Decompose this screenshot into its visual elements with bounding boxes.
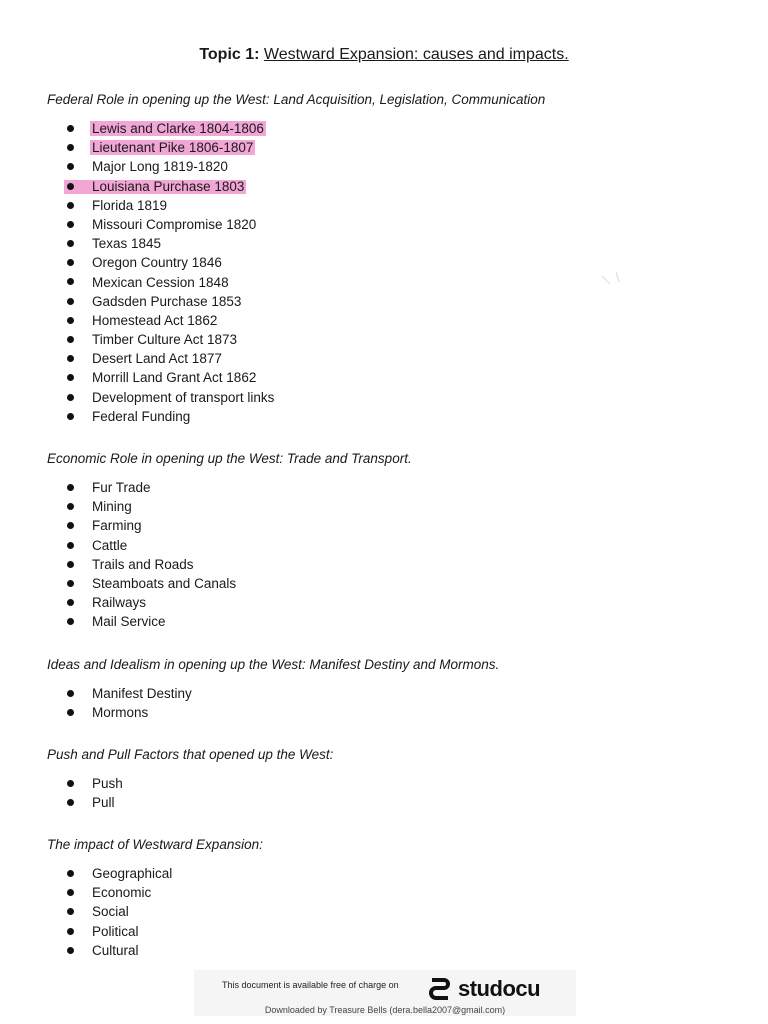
studocu-brand-text: studocu: [458, 976, 541, 1001]
list-item-text: Oregon Country 1846: [92, 255, 222, 271]
bullet-icon: [67, 183, 74, 190]
list-item: [67, 330, 276, 349]
bullet-list: [67, 774, 125, 812]
list-item: [67, 349, 276, 368]
list-item-text: Development of transport links: [92, 389, 275, 405]
bullet-icon: [67, 599, 74, 606]
list-item: [67, 922, 174, 941]
bullet-icon: [67, 870, 74, 877]
bullet-icon: [67, 484, 74, 491]
list-item: [67, 612, 238, 631]
bullet-icon: [67, 709, 74, 716]
list-item-text: Timber Culture Act 1873: [92, 332, 238, 348]
bullet-icon: [67, 618, 74, 625]
list-item-text: Fur Trade: [92, 480, 151, 495]
bullet-icon: [67, 355, 74, 362]
bullet-icon: [67, 799, 74, 806]
bullet-icon: [67, 317, 74, 324]
list-item: [67, 902, 174, 921]
list-item-text: Texas 1845: [92, 236, 162, 252]
list-item: [67, 196, 276, 215]
studocu-logo[interactable]: [426, 974, 540, 1004]
bullet-icon: [67, 298, 74, 305]
list-item-text: Railways: [92, 595, 147, 611]
bullet-icon: [67, 394, 74, 401]
list-item: [67, 215, 276, 234]
list-item-text: Mexican Cession 1848: [92, 274, 229, 290]
bullet-icon: [67, 413, 74, 420]
list-item-text: Homestead Act 1862: [92, 312, 218, 328]
list-item: [67, 388, 276, 407]
list-item: [67, 292, 276, 311]
list-item-text: Social: [92, 904, 129, 920]
list-item: [67, 703, 194, 722]
bullet-icon: [67, 144, 74, 151]
section-heading: The impact of Westward Expansion:: [47, 837, 263, 852]
bullet-list: [67, 478, 238, 632]
list-item: [67, 138, 276, 157]
list-item-text: Desert Land Act 1877: [92, 351, 222, 367]
bullet-icon: [67, 780, 74, 787]
footer-banner: [194, 970, 576, 1016]
footer-available-text: This document is available free of charge on: [222, 980, 399, 990]
list-item: [67, 684, 194, 703]
list-item-text: Mining: [92, 499, 132, 515]
list-item-text: Cattle: [92, 537, 128, 553]
list-item-text: Mail Service: [92, 614, 166, 630]
list-item-text: Steamboats and Canals: [92, 575, 237, 591]
list-item: [67, 864, 174, 883]
list-item: [67, 536, 238, 555]
list-item-text: Political: [92, 923, 139, 939]
section-heading: Push and Pull Factors that opened up the West:: [47, 747, 334, 762]
bullet-icon: [67, 947, 74, 954]
list-item: [67, 555, 238, 574]
list-item: [67, 407, 276, 426]
list-item: [67, 177, 276, 196]
section-heading: Economic Role in opening up the West: Trade and Transport.: [47, 451, 412, 466]
list-item-text: Farming: [92, 518, 142, 534]
bullet-icon: [67, 374, 74, 381]
list-item: [67, 157, 276, 176]
bullet-icon: [67, 221, 74, 228]
bullet-list: [67, 864, 174, 960]
list-item-text: Lewis and Clarke 1804-1806: [92, 121, 264, 136]
list-item: [67, 273, 276, 292]
bullet-icon: [67, 202, 74, 209]
bullet-list: [67, 119, 276, 426]
list-item: [67, 119, 276, 138]
bullet-icon: [67, 240, 74, 247]
bullet-icon: [67, 278, 74, 285]
list-item-text: Push: [92, 776, 123, 791]
bullet-icon: [67, 125, 74, 132]
bullet-icon: [67, 561, 74, 568]
bullet-icon: [67, 690, 74, 697]
page-title: [0, 44, 768, 66]
bullet-icon: [67, 259, 74, 266]
list-item: [67, 253, 276, 272]
list-item-text: Manifest Destiny: [92, 686, 192, 701]
list-item: [67, 593, 238, 612]
bullet-icon: [67, 503, 74, 510]
bullet-icon: [67, 336, 74, 343]
list-item: [67, 774, 125, 793]
bullet-icon: [67, 580, 74, 587]
bullet-icon: [67, 522, 74, 529]
pen-mark: [600, 270, 626, 290]
list-item: [67, 941, 174, 960]
list-item: [67, 883, 174, 902]
list-item: [67, 574, 238, 593]
list-item: [67, 234, 276, 253]
list-item-text: Missouri Compromise 1820: [92, 216, 257, 232]
list-item-text: Economic: [92, 885, 152, 901]
bullet-icon: [67, 908, 74, 915]
list-item-text: Pull: [92, 795, 115, 811]
list-item-text: Florida 1819: [92, 197, 168, 213]
list-item-text: Geographical: [92, 866, 173, 881]
bullet-icon: [67, 542, 74, 549]
list-item-text: Louisiana Purchase 1803: [64, 179, 246, 194]
list-item-text: Gadsden Purchase 1853: [92, 293, 242, 309]
list-item: [67, 516, 238, 535]
list-item-text: Federal Funding: [92, 408, 191, 424]
bullet-icon: [67, 928, 74, 935]
section-heading: Federal Role in opening up the West: Land Acquisition, Legislation, Communication: [47, 92, 546, 107]
bullet-list: [67, 684, 194, 722]
bullet-icon: [67, 889, 74, 896]
list-item: [67, 793, 125, 812]
title-text: Westward Expansion: causes and impacts.: [263, 46, 569, 63]
list-item-text: Lieutenant Pike 1806-1807: [92, 140, 254, 156]
list-item-text: Morrill Land Grant Act 1862: [92, 370, 257, 386]
list-item: [67, 368, 276, 387]
studocu-logo-icon: [426, 975, 454, 1003]
footer-downloaded-text: Downloaded by Treasure Bells (dera.bella2007@gmail.com): [264, 1005, 506, 1015]
list-item-text: Mormons: [92, 705, 149, 721]
list-item: [67, 478, 238, 497]
section-heading: Ideas and Idealism in opening up the West: Manifest Destiny and Mormons.: [47, 657, 500, 672]
list-item: [67, 311, 276, 330]
list-item-text: Cultural: [92, 942, 139, 958]
list-item-text: Major Long 1819-1820: [92, 159, 228, 175]
bullet-icon: [67, 163, 74, 170]
title-prefix: Topic 1:: [199, 46, 260, 63]
list-item-text: Trails and Roads: [92, 556, 194, 572]
list-item: [67, 497, 238, 516]
